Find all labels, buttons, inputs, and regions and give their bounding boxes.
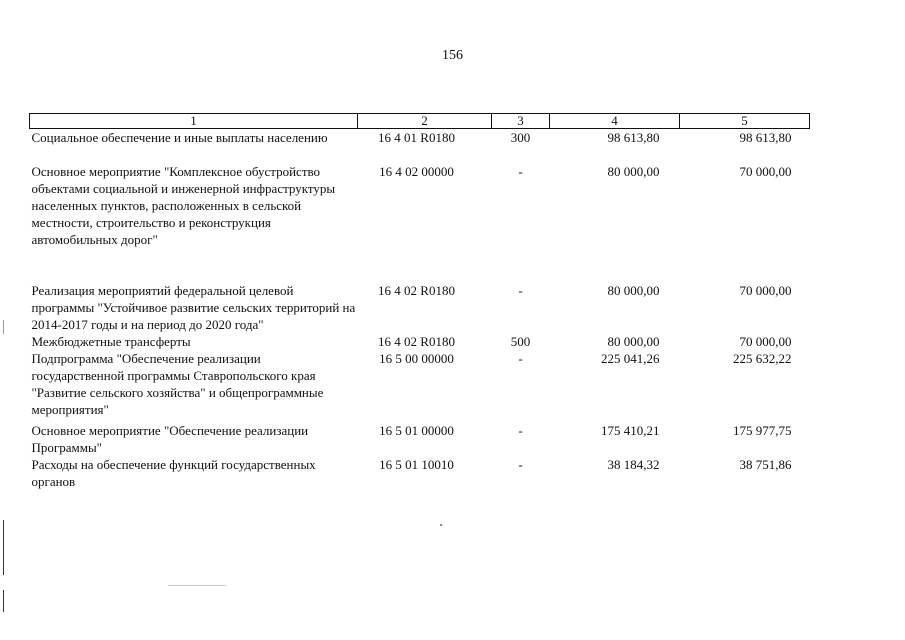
row-value-2: 98 613,80 — [739, 130, 792, 145]
table-row — [30, 282, 810, 333]
table-row — [30, 129, 810, 147]
row-type: - — [518, 423, 523, 438]
row-name: Межбюджетные трансферты — [31, 334, 191, 349]
row-code: 16 4 02 R0180 — [378, 283, 455, 298]
scan-edge-mark — [3, 590, 4, 612]
budget-table — [29, 113, 810, 490]
scan-edge-mark — [3, 320, 4, 334]
header-col-5: 5 — [680, 114, 810, 129]
scan-dot — [440, 524, 442, 526]
row-value-2: 70 000,00 — [739, 334, 792, 349]
header-col-2: 2 — [358, 114, 492, 129]
row-value-1: 80 000,00 — [607, 283, 660, 298]
row-name: Основное мероприятие "Комплексное обустройство объектами социальной и инженерной инфраструктуры населенных пунктов, расположенных в сельской местности, строительство и реконструкция автомобильных дорог" — [31, 164, 336, 247]
row-code: 16 5 01 10010 — [379, 457, 454, 472]
row-name: Подпрограмма "Обеспечение реализации государственной программы Ставропольского края "Развитие сельского хозяйства" и общепрограммные мероприятия" — [31, 351, 324, 417]
row-code: 16 5 01 00000 — [379, 423, 454, 438]
row-type: - — [518, 283, 523, 298]
row-type: 500 — [510, 334, 531, 349]
row-value-1: 98 613,80 — [607, 130, 660, 145]
table-row — [30, 163, 810, 248]
row-code: 16 4 02 R0180 — [378, 334, 455, 349]
row-name: Основное мероприятие "Обеспечение реализации Программы" — [31, 423, 309, 455]
row-value-2: 225 632,22 — [733, 351, 792, 366]
table-header — [30, 114, 810, 129]
row-name: Социальное обеспечение и иные выплаты населению — [31, 130, 328, 145]
header-col-4: 4 — [550, 114, 680, 129]
row-value-2: 38 751,86 — [739, 457, 792, 472]
row-code: 16 4 02 00000 — [379, 164, 454, 179]
row-name: Расходы на обеспечение функций государственных органов — [31, 457, 316, 489]
row-code: 16 4 01 R0180 — [378, 130, 455, 145]
header-col-3: 3 — [492, 114, 550, 129]
row-value-2: 70 000,00 — [739, 283, 792, 298]
row-type: - — [518, 457, 523, 472]
row-type: 300 — [510, 130, 531, 145]
scan-line — [168, 585, 226, 586]
scan-edge-mark — [3, 520, 4, 575]
row-name: Реализация мероприятий федеральной целевой программы "Устойчивое развитие сельских территорий на 2014-2017 годы и на период до 2020 года" — [31, 283, 356, 332]
row-type: - — [518, 351, 523, 366]
row-value-1: 225 041,26 — [601, 351, 660, 366]
row-value-1: 175 410,21 — [601, 423, 660, 438]
table-row — [30, 350, 810, 418]
table-row — [30, 456, 810, 490]
table-row — [30, 333, 810, 350]
row-value-1: 38 184,32 — [607, 457, 660, 472]
row-value-2: 175 977,75 — [733, 423, 792, 438]
row-value-1: 80 000,00 — [607, 334, 660, 349]
row-value-1: 80 000,00 — [607, 164, 660, 179]
table-row — [30, 422, 810, 456]
row-type: - — [518, 164, 523, 179]
page-number: 156 — [442, 48, 463, 63]
header-col-1: 1 — [30, 114, 358, 129]
row-code: 16 5 00 00000 — [379, 351, 454, 366]
row-value-2: 70 000,00 — [739, 164, 792, 179]
